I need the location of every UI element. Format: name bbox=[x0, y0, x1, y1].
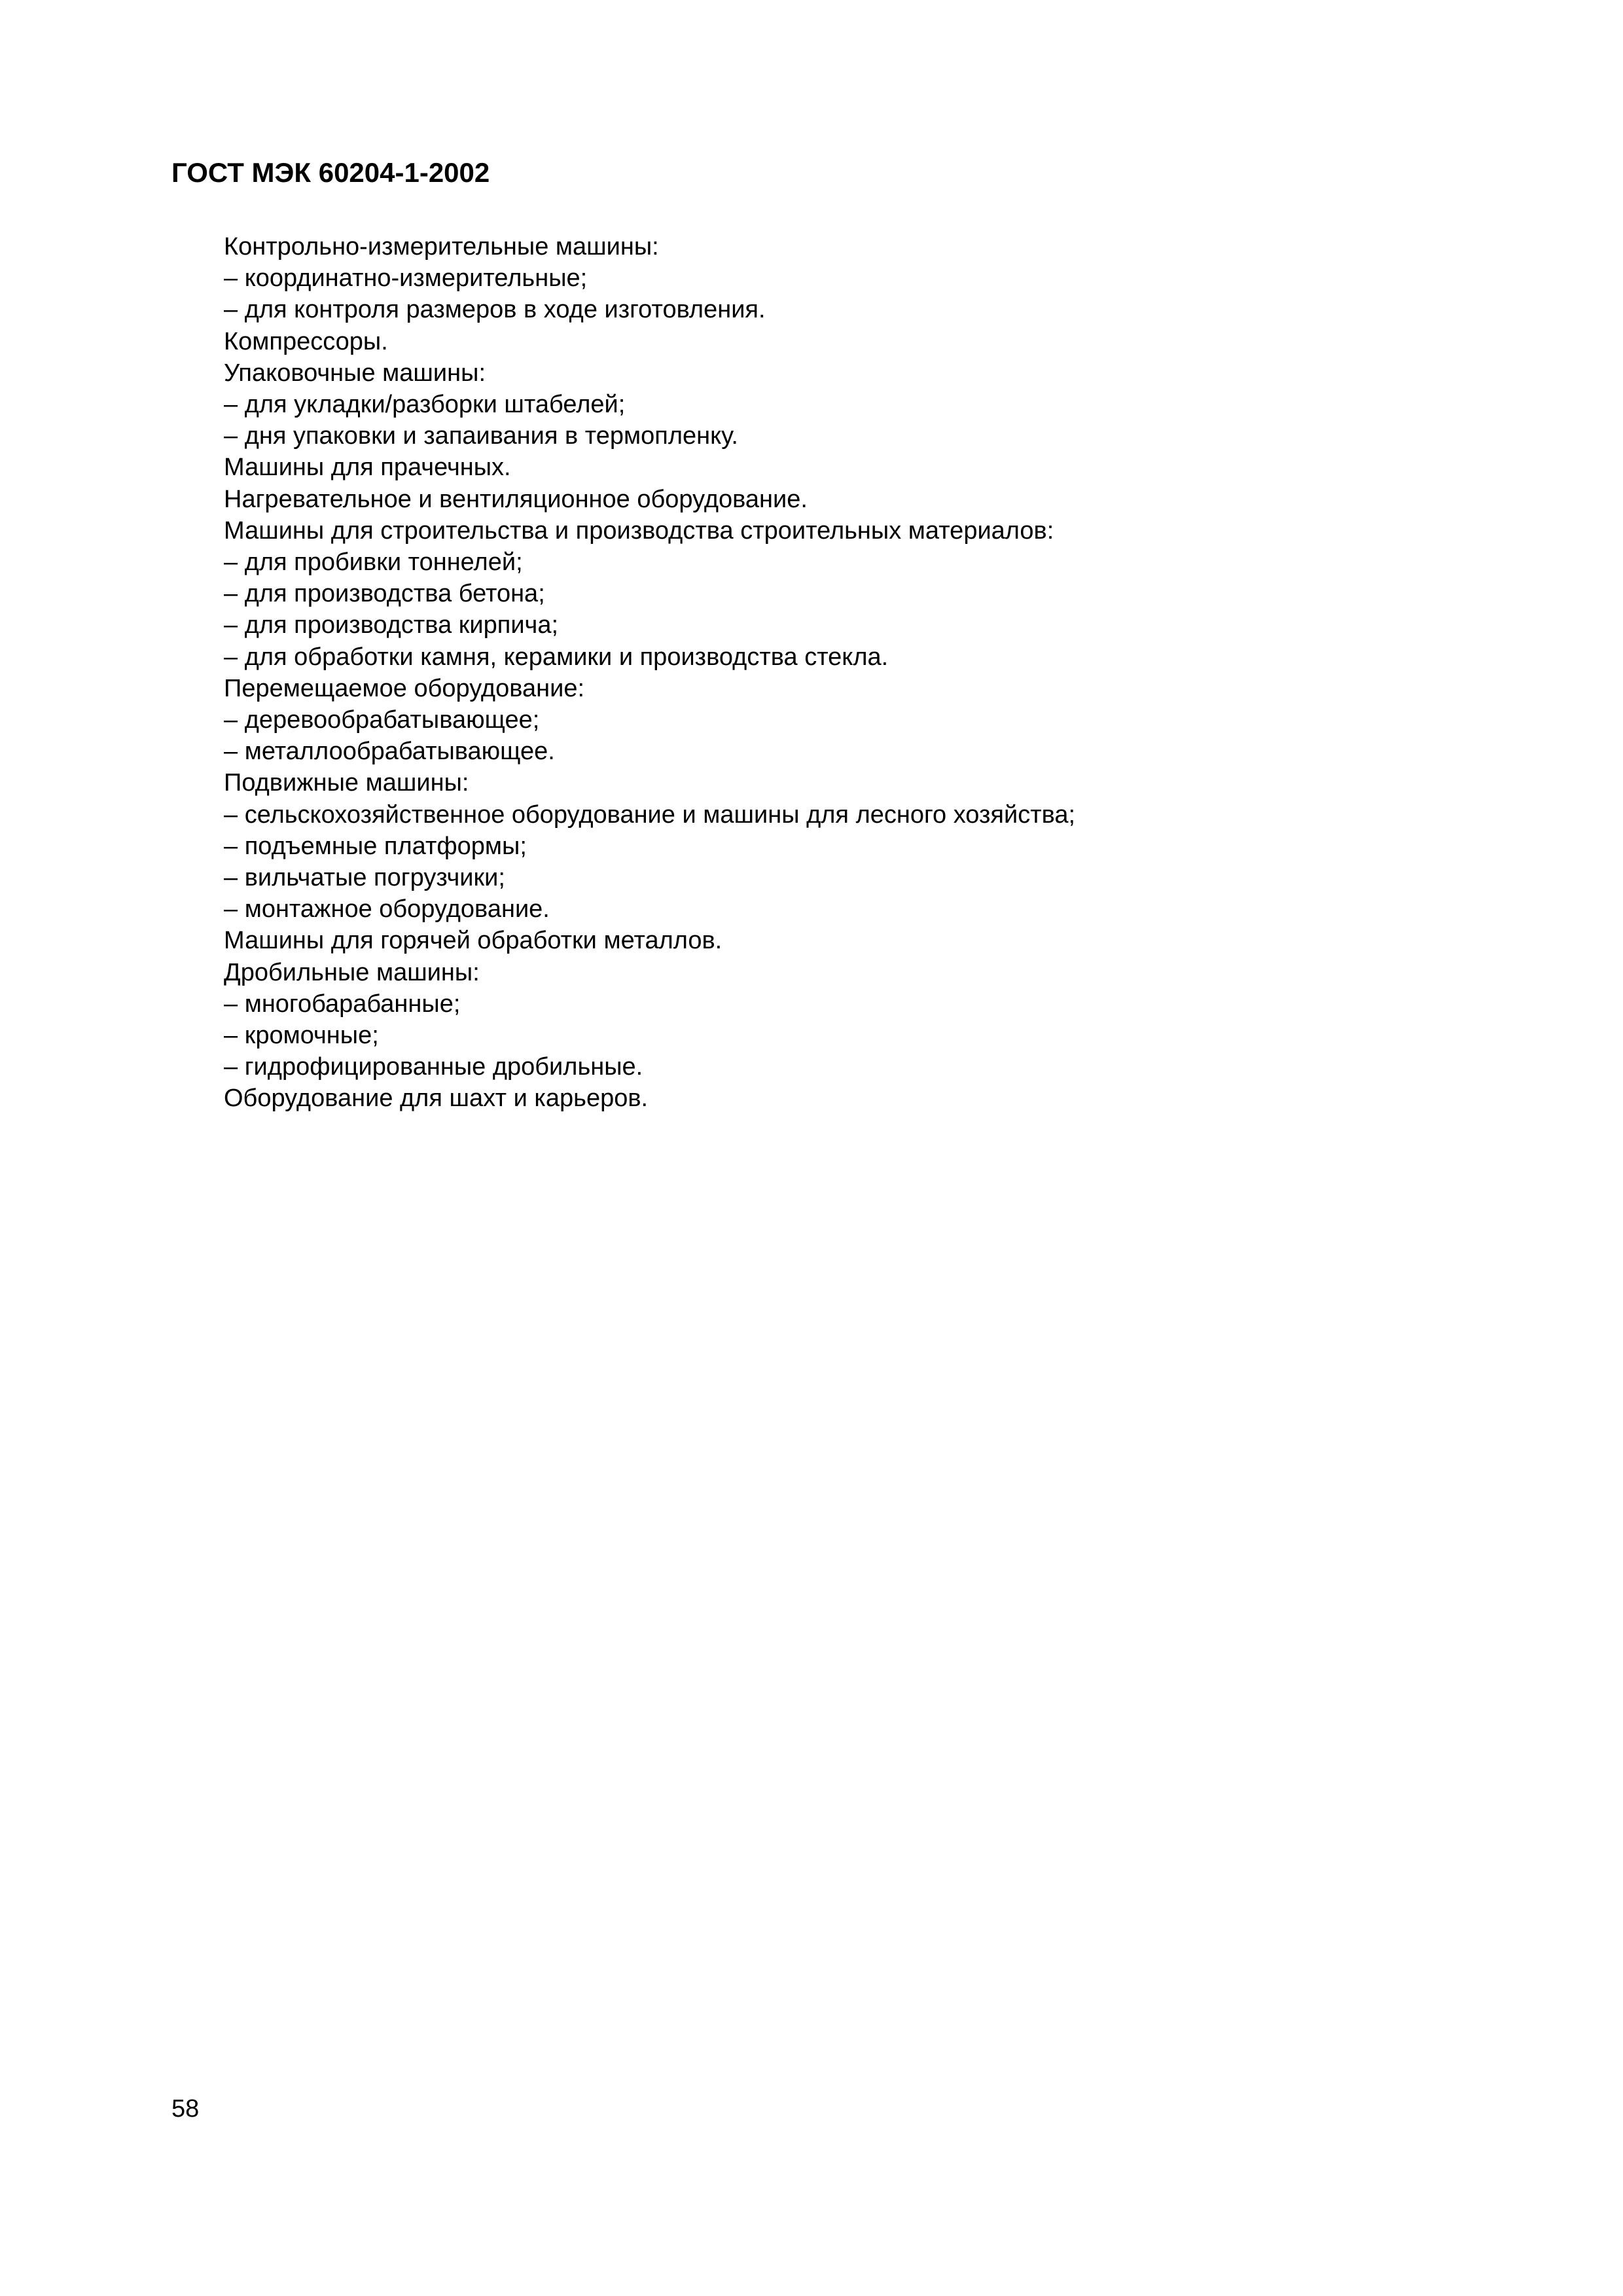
text-line: – многобарабанные; bbox=[224, 990, 461, 1018]
text-line: Компрессоры. bbox=[224, 327, 388, 355]
text-line: – для контроля размеров в ходе изготовления. bbox=[224, 296, 766, 324]
text-line: Машины для прачечных. bbox=[224, 454, 511, 482]
text-line: – деревообрабатывающее; bbox=[224, 706, 540, 734]
text-line: Подвижные машины: bbox=[224, 769, 469, 797]
text-line: – монтажное оборудование. bbox=[224, 895, 550, 924]
text-line: – гидрофицированные дробильные. bbox=[224, 1053, 643, 1081]
text-line: Дробильные машины: bbox=[224, 958, 480, 986]
text-line: – координатно-измерительные; bbox=[224, 264, 588, 293]
text-line: – для обработки камня, керамики и производства стекла. bbox=[224, 643, 889, 671]
text-line: Машины для горячей обработки металлов. bbox=[224, 927, 722, 955]
text-line: – для пробивки тоннелей; bbox=[224, 548, 523, 577]
text-line: – вильчатые погрузчики; bbox=[224, 864, 505, 892]
document-header: ГОСТ МЭК 60204-1-2002 bbox=[171, 157, 490, 188]
text-line: – кромочные; bbox=[224, 1022, 379, 1050]
text-line: Оборудование для шахт и карьеров. bbox=[224, 1085, 649, 1113]
text-line: – для производства бетона; bbox=[224, 580, 545, 608]
text-line: – для производства кирпича; bbox=[224, 611, 559, 639]
text-line: Машины для строительства и производства строительных материалов: bbox=[224, 516, 1054, 545]
document-body bbox=[224, 231, 1533, 1115]
text-line: Нагревательное и вентиляционное оборудование. bbox=[224, 485, 808, 513]
text-line: – дня упаковки и запаивания в термопленку. bbox=[224, 422, 738, 450]
text-line: – металлообрабатывающее. bbox=[224, 738, 555, 766]
text-line: Упаковочные машины: bbox=[224, 359, 486, 387]
text-line: – для укладки/разборки штабелей; bbox=[224, 391, 626, 419]
text-line: Контрольно-измерительные машины: bbox=[224, 233, 659, 260]
page-number: 58 bbox=[171, 2095, 200, 2123]
text-line: – подъемные платформы; bbox=[224, 832, 527, 860]
text-line: – сельскохозяйственное оборудование и машины для лесного хозяйства; bbox=[224, 800, 1076, 829]
text-line: Перемещаемое оборудование: bbox=[224, 674, 585, 702]
